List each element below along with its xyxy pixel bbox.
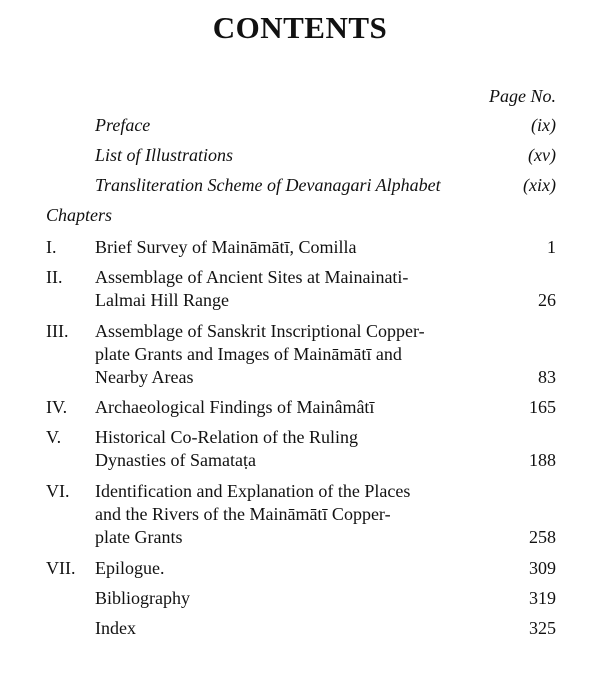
page-title: CONTENTS <box>212 10 388 45</box>
chapter-title-line: Nearby Areas <box>95 367 194 387</box>
chapter-page: 1 <box>547 237 556 257</box>
entry-title: Preface <box>95 115 151 135</box>
chapter-title-line: Assemblage of Ancient Sites at Mainainati- <box>95 267 409 287</box>
chapter-number: VI. <box>46 481 70 501</box>
chapter-title-line: Archaeological Findings of Mainâmâtī <box>95 397 375 417</box>
chapter-page: 325 <box>529 618 556 638</box>
chapter-title <box>95 480 460 549</box>
front-matter-entry-transliteration <box>95 175 556 201</box>
chapter-title <box>95 426 460 472</box>
chapter-title-line: Index <box>95 618 136 638</box>
page-no-header: Page No. <box>489 86 556 106</box>
entry-page: (ix) <box>531 115 556 135</box>
front-matter-entry-preface <box>95 115 556 141</box>
chapter-title <box>95 617 460 640</box>
chapter-page: 188 <box>529 450 556 470</box>
chapters-heading: Chapters <box>46 205 113 225</box>
chapter-title-line: and the Rivers of the Maināmātī Copper- <box>95 504 391 524</box>
chapter-title <box>95 320 460 389</box>
chapter-title-line: Dynasties of Samataṭa <box>95 450 256 470</box>
chapter-number: II. <box>46 267 63 287</box>
chapter-number: III. <box>46 321 69 341</box>
chapter-number: V. <box>46 427 62 447</box>
chapter-title <box>95 236 460 259</box>
chapter-page: 309 <box>529 558 556 578</box>
chapter-number: VII. <box>46 558 76 578</box>
chapter-title-line: Assemblage of Sanskrit Inscriptional Copper- <box>95 321 425 341</box>
chapter-title <box>95 396 460 419</box>
entry-page: (xix) <box>523 175 556 195</box>
chapter-title-line: plate Grants <box>95 527 183 547</box>
chapter-page: 319 <box>529 588 556 608</box>
chapter-title <box>95 557 460 580</box>
chapter-title-line: Brief Survey of Maināmātī, Comilla <box>95 237 357 257</box>
entry-page: (xv) <box>528 145 556 165</box>
entry-title: Transliteration Scheme of Devanagari Alphabet <box>95 175 441 195</box>
chapter-title-line: Bibliography <box>95 588 190 608</box>
chapter-number: IV. <box>46 397 68 417</box>
front-matter-entry-illustrations <box>95 145 556 171</box>
entry-title: List of Illustrations <box>95 145 234 165</box>
chapter-title-line: Lalmai Hill Range <box>95 290 229 310</box>
chapter-page: 26 <box>538 290 556 310</box>
chapter-title-line: Epilogue. <box>95 558 165 578</box>
chapter-page: 165 <box>529 397 556 417</box>
chapter-title <box>95 266 460 312</box>
chapter-page: 83 <box>538 367 556 387</box>
chapter-number: I. <box>46 237 57 257</box>
chapter-title <box>95 587 460 610</box>
chapter-title-line: plate Grants and Images of Maināmātī and <box>95 344 402 364</box>
chapter-page: 258 <box>529 527 556 547</box>
chapter-title-line: Historical Co-Relation of the Ruling <box>95 427 358 447</box>
chapter-title-line: Identification and Explanation of the Places <box>95 481 411 501</box>
